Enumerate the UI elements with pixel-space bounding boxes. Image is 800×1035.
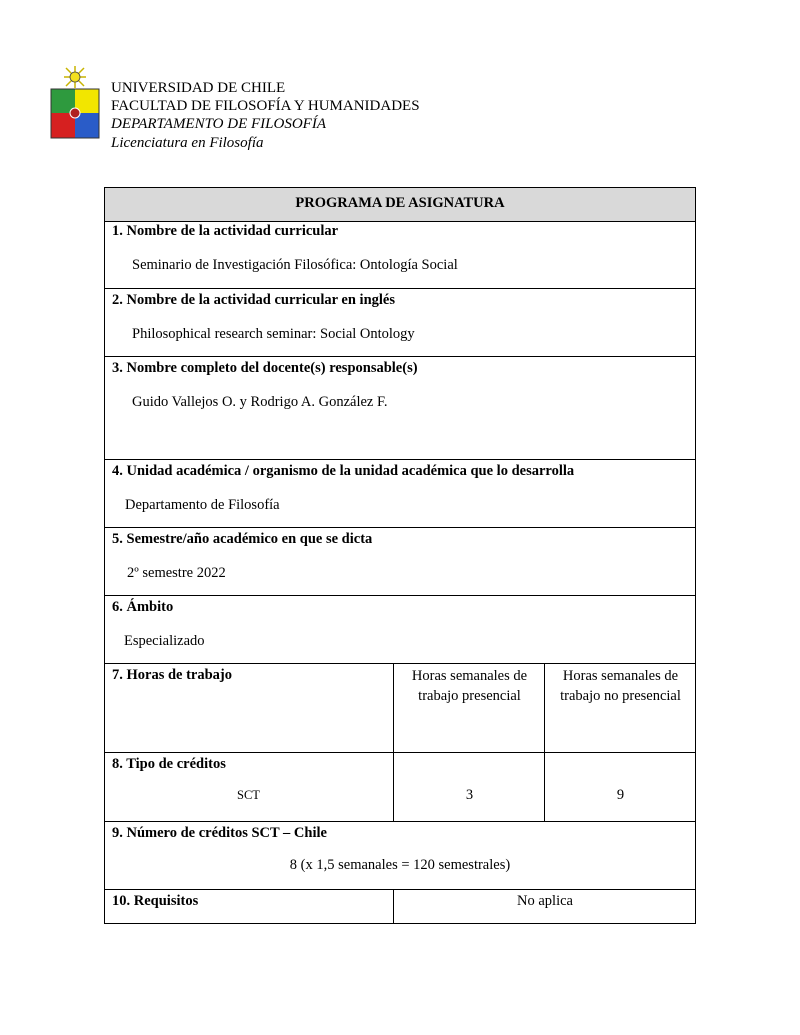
section-academic-unit [104, 460, 696, 528]
section-label: 6. Ámbito [112, 599, 174, 615]
section-scope [104, 596, 696, 664]
section-semester [104, 528, 696, 596]
section-requirements [104, 890, 696, 924]
section-value: Seminario de Investigación Filosófica: Ontología Social [132, 257, 458, 273]
presencial-hours-header [393, 664, 545, 752]
header-line: trabajo no presencial [560, 688, 681, 704]
section-label: 3. Nombre completo del docente(s) responsable(s) [112, 360, 418, 376]
section-label: 9. Número de créditos SCT – Chile [112, 825, 327, 841]
table-title: PROGRAMA DE ASIGNATURA [104, 187, 696, 222]
section-value: No aplica [393, 890, 696, 923]
section-label: 7. Horas de trabajo [112, 667, 233, 683]
header-line: Horas semanales de [562, 668, 679, 684]
section-value: Departamento de Filosofía [125, 497, 280, 513]
section-work-hours [104, 664, 696, 753]
section-label: 4. Unidad académica / organismo de la unidad académica que lo desarrolla [112, 463, 575, 479]
section-label: 10. Requisitos [112, 893, 199, 909]
section-instructors [104, 357, 696, 460]
department-name: DEPARTAMENTO DE FILOSOFÍA [111, 116, 326, 132]
section-course-name-english [104, 289, 696, 357]
section-course-name [104, 220, 696, 289]
non-presencial-hours-header [544, 664, 696, 752]
section-label: 1. Nombre de la actividad curricular [112, 223, 339, 239]
presencial-hours-value: 3 [393, 753, 545, 821]
section-label: 5. Semestre/año académico en que se dicta [112, 531, 373, 547]
section-value: Guido Vallejos O. y Rodrigo A. González F. [132, 394, 388, 410]
header-line: trabajo presencial [418, 688, 521, 704]
non-presencial-hours-value: 9 [544, 753, 696, 821]
section-value: 2º semestre 2022 [127, 565, 226, 581]
section-value: 8 (x 1,5 semanales = 120 semestrales) [289, 857, 511, 873]
section-value: Especializado [124, 633, 205, 649]
faculty-name: FACULTAD DE FILOSOFÍA Y HUMANIDADES [111, 98, 420, 114]
program-name: Licenciatura en Filosofía [111, 135, 264, 151]
university-crest-logo [50, 64, 100, 140]
section-label: 2. Nombre de la actividad curricular en inglés [112, 292, 396, 308]
section-credit-type [104, 753, 696, 822]
credit-type-value: SCT [237, 788, 260, 802]
university-name: UNIVERSIDAD DE CHILE [111, 80, 286, 96]
header-line: Horas semanales de [411, 668, 528, 684]
section-value: Philosophical research seminar: Social Ontology [132, 326, 415, 342]
section-sct-credits [104, 822, 696, 890]
section-label: 8. Tipo de créditos [112, 756, 226, 772]
